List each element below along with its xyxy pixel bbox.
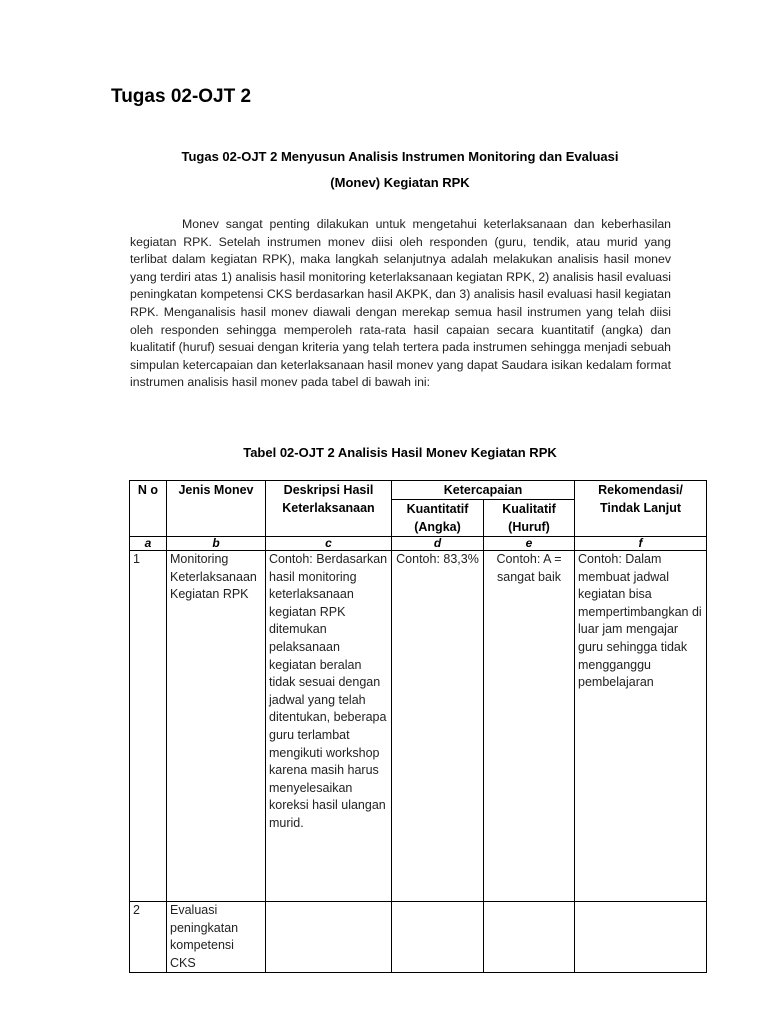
row-1-kualitatif: Contoh: A = sangat baik [484,551,575,902]
row-2-kualitatif [484,902,575,973]
letter-c: c [266,537,392,551]
row-1-rekomendasi: Contoh: Dalam membuat jadwal kegiatan bisa mempertimbangkan di luar jam mengajar guru sehingga tidak mengganggu pembelajaran [575,551,707,902]
document-subtitle [130,144,670,196]
row-2-kuantitatif [392,902,484,973]
header-jenis-monev: Jenis Monev [167,481,266,537]
row-2-deskripsi [266,902,392,973]
letter-e: e [484,537,575,551]
subtitle-line-1: Tugas 02-OJT 2 Menyusun Analisis Instrumen Monitoring dan Evaluasi [181,149,619,164]
row-2-no: 2 [130,902,167,973]
table-letter-row [130,537,707,551]
row-1-no: 1 [130,551,167,902]
header-kualitatif: Kualitatif (Huruf) [484,500,575,537]
header-rekomendasi: Rekomendasi/ Tindak Lanjut [575,481,707,537]
header-kuantitatif: Kuantitatif (Angka) [392,500,484,537]
table-row [130,902,707,973]
table-caption: Tabel 02-OJT 2 Analisis Hasil Monev Kegiatan RPK [243,445,557,460]
row-2-rekomendasi [575,902,707,973]
page-title: Tugas 02-OJT 2 [111,86,252,107]
letter-b: b [167,537,266,551]
monev-analysis-table [129,480,707,973]
header-deskripsi: Deskripsi Hasil Keterlaksanaan [266,481,392,537]
row-2-jenis: Evaluasi peningkatan kompetensi CKS [167,902,266,973]
table-row [130,551,707,902]
header-no: N o [130,481,167,537]
row-1-deskripsi: Contoh: Berdasarkan hasil monitoring keterlaksanaan kegiatan RPK ditemukan pelaksanaan kegiatan beralan tidak sesuai dengan jadwal yang telah ditentukan, beberapa guru terlambat mengikuti workshop karena masih harus menyelesaikan koreksi hasil ulangan murid. [266,551,392,902]
row-1-kuantitatif: Contoh: 83,3% [392,551,484,902]
letter-d: d [392,537,484,551]
header-ketercapaian: Ketercapaian [392,481,575,500]
row-1-jenis: Monitoring Keterlaksanaan Kegiatan RPK [167,551,266,902]
intro-paragraph: Monev sangat penting dilakukan untuk mengetahui keterlaksanaan dan keberhasilan kegiatan RPK. Setelah instrumen monev diisi oleh responden (guru, tendik, atau murid yang terlibat dalam kegiatan RPK), maka langkah selanjutnya adalah melakukan analisis hasil monev yang terdiri atas 1) analisis hasil monitoring keterlaksanaan kegiatan RPK, 2) analisis hasil evaluasi peningkatan kompetensi CKS berdasarkan hasil AKPK, dan 3) analisis hasil evaluasi hasil kegiatan RPK. Menganalisis hasil monev diawali dengan merekap semua hasil instrumen yang telah diisi oleh responden sehingga memperoleh rata-rata hasil capaian secara kuantitatif (angka) dan kualitatif (huruf) sesuai dengan kriteria yang telah tertera pada instrumen sehingga menjadi sebuah simpulan ketercapaian dan keterlaksanaan hasil monev yang dapat Saudara isikan kedalam format instrumen analisis hasil monev pada tabel di bawah ini: [130,217,671,390]
letter-a: a [130,537,167,551]
table-header-row [130,481,707,500]
letter-f: f [575,537,707,551]
subtitle-line-2: (Monev) Kegiatan RPK [330,175,470,190]
